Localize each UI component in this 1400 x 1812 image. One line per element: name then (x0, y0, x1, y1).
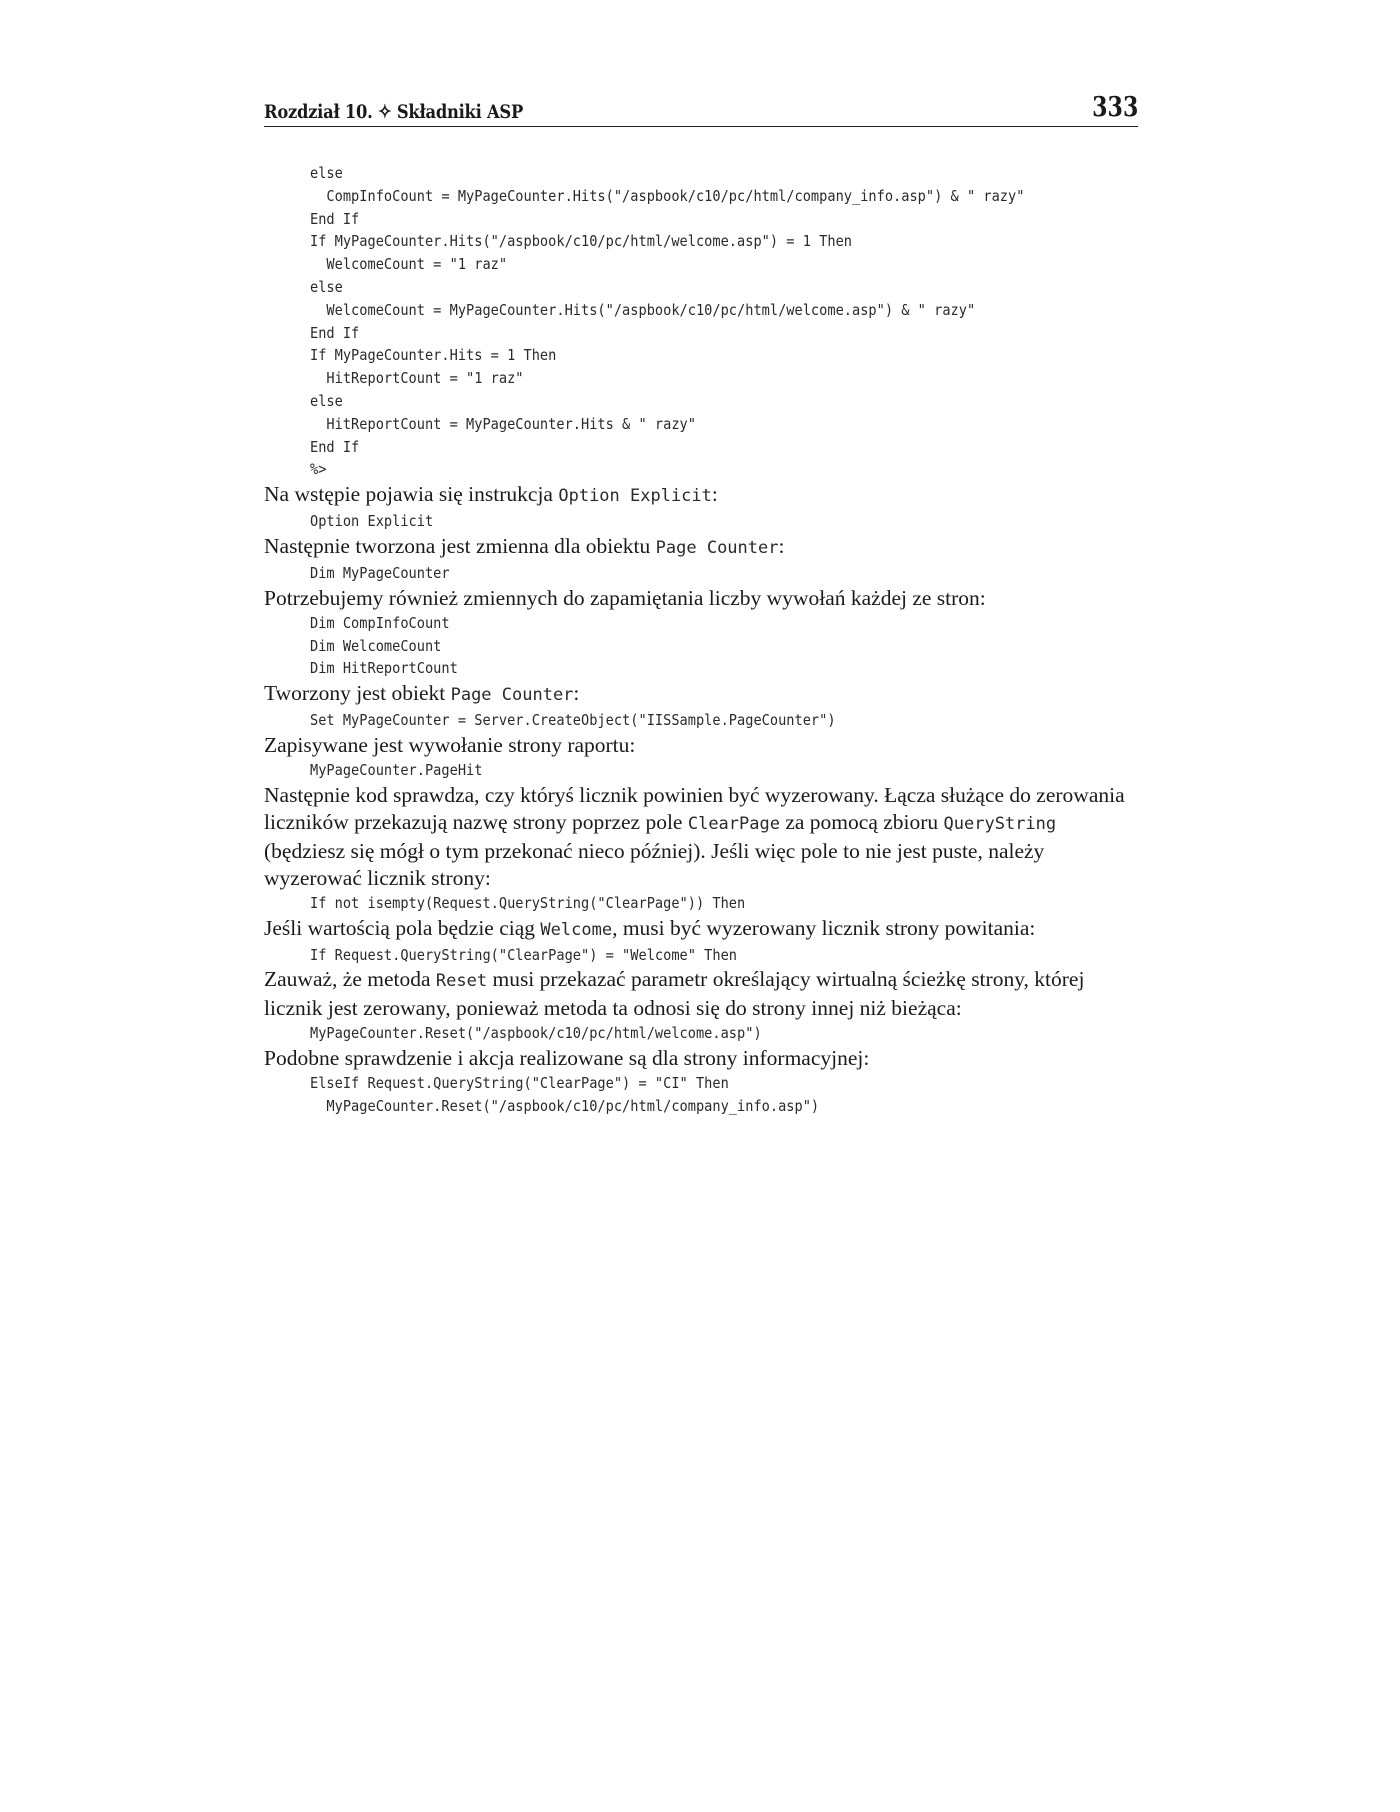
code-block: Set MyPageCounter = Server.CreateObject("IISSample.PageCounter") (310, 711, 836, 730)
paragraph-text: : (778, 533, 785, 558)
paragraph-text: Następnie tworzona jest zmienna dla obiektu (264, 533, 656, 558)
code-block: else CompInfoCount = MyPageCounter.Hits("/aspbook/c10/pc/html/company_info.asp") & " razy" End If If MyPageCounter.Hits("/aspbook/c10/pc/html/welcome.asp") = 1 Then WelcomeCount = "1 raz" else WelcomeCount = MyPageCounter.Hits("/aspbook/c10/pc/html/welcome.asp") & " razy" End If If MyPageCounter.Hits = 1 Then HitReportCount = "1 raz" else HitReportCount = MyPageCounter.Hits & " razy" End If %> (310, 164, 1025, 479)
code-block: Option Explicit (310, 512, 434, 531)
paragraph-text: Zapisywane jest wywołanie strony raportu: (264, 732, 636, 757)
body-paragraph (264, 680, 1138, 709)
paragraph-text: Jeśli wartością pola będzie ciąg (264, 915, 541, 940)
body-paragraph (264, 585, 1138, 612)
paragraph-text: Potrzebujemy również zmiennych do zapamiętania liczby wywołań każdej ze stron: (264, 585, 986, 610)
paragraph-text: Na wstępie pojawia się instrukcja (264, 482, 559, 507)
inline-code: Page Counter (655, 537, 779, 558)
paragraph-text: Zauważ, że metoda (264, 967, 436, 992)
code-block: MyPageCounter.Reset("/aspbook/c10/pc/html/welcome.asp") (310, 1024, 762, 1043)
body-paragraph (264, 1045, 1138, 1072)
body-paragraph (264, 732, 1138, 759)
page-number: 333 (1091, 92, 1138, 123)
paragraph-text: (będziesz się mógł o tym przekonać nieco później). Jeśli więc pole to nie jest puste, należy wyzerować licznik strony: (264, 838, 1045, 890)
inline-code: Welcome (540, 919, 613, 940)
code-block: If not isempty(Request.QueryString("ClearPage")) Then (310, 893, 746, 912)
inline-code: Page Counter (450, 685, 574, 706)
paragraph-text: , musi być wyzerowany licznik strony powitania: (612, 915, 1036, 940)
inline-code: ClearPage (687, 813, 780, 834)
running-header (264, 92, 1138, 127)
code-block: MyPageCounter.PageHit (310, 760, 483, 779)
code-block: Dim CompInfoCount Dim WelcomeCount Dim HitReportCount (310, 613, 458, 678)
body-paragraph (264, 533, 1138, 562)
inline-code: Reset (435, 971, 488, 992)
body-paragraph (264, 966, 1138, 1022)
body-paragraph (264, 915, 1138, 944)
code-block: Dim MyPageCounter (310, 563, 450, 582)
paragraph-text: za pomocą zbioru (779, 809, 944, 834)
paragraph-text: musi przekazać parametr określający wirtualną ścieżkę strony, której licznik jest zerowany, ponieważ metoda ta odnosi się do strony innej niż bieżąca: (264, 967, 1085, 1021)
body-paragraph (264, 782, 1138, 892)
inline-code: Option Explicit (558, 486, 712, 507)
inline-code: QueryString (943, 813, 1057, 834)
body-paragraph (264, 481, 1138, 510)
page-content (264, 162, 1138, 1118)
code-block: ElseIf Request.QueryString("ClearPage") = "CI" Then MyPageCounter.Reset("/aspbook/c10/pc/html/company_info.asp") (310, 1074, 820, 1115)
chapter-title: Rozdział 10. ✧ Składniki ASP (264, 101, 524, 123)
code-block: If Request.QueryString("ClearPage") = "Welcome" Then (310, 945, 738, 964)
paragraph-text: Następnie kod sprawdza, czy któryś licznik powinien być wyzerowany. Łącza służące do zerowania liczników przekazują nazwę strony poprzez pole (264, 782, 1125, 834)
paragraph-text: : (711, 482, 718, 507)
paragraph-text: Podobne sprawdzenie i akcja realizowane są dla strony informacyjnej: (264, 1046, 870, 1071)
paragraph-text: Tworzony jest obiekt (264, 681, 451, 706)
paragraph-text: : (573, 681, 580, 706)
